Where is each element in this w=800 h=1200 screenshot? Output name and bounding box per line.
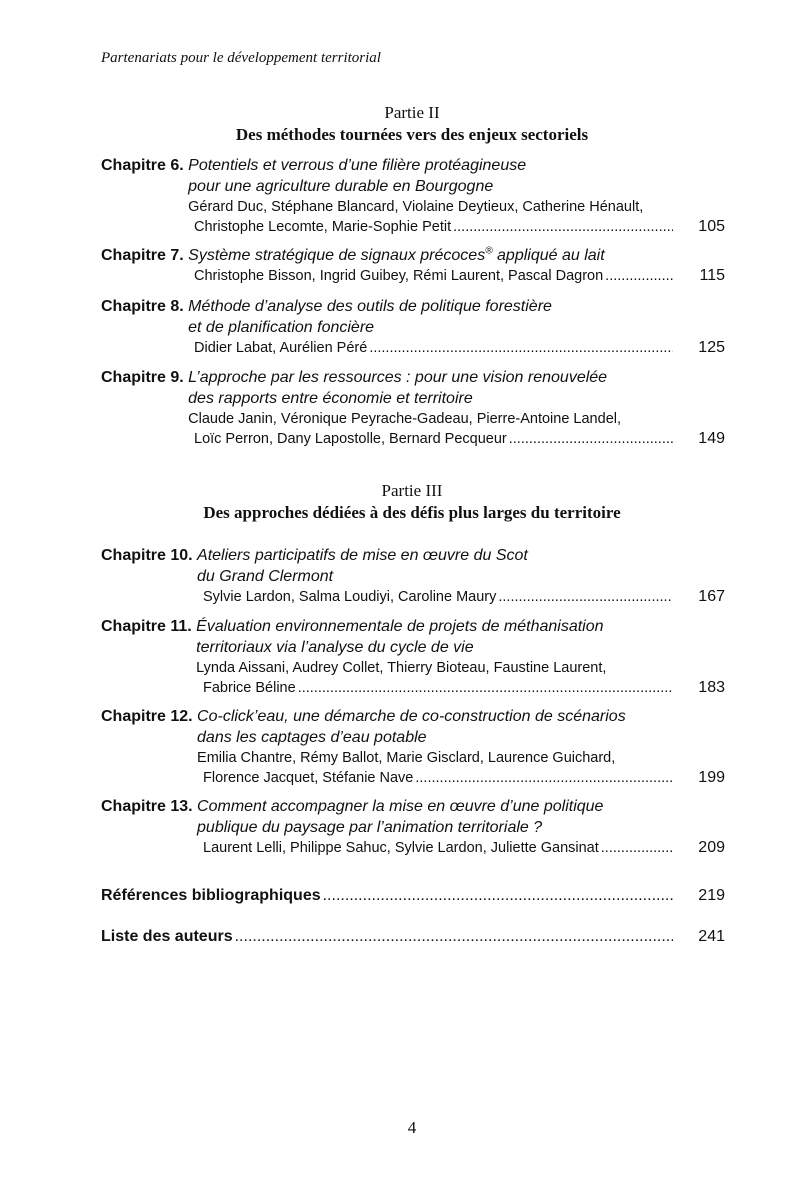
toc-entry-chapter-12[interactable] xyxy=(101,706,725,788)
chapter-title: Méthode d’analyse des outils de politique forestière xyxy=(188,298,552,315)
chapter-label: Chapitre 10. xyxy=(101,547,198,564)
leader-dots xyxy=(323,887,673,905)
part-title: Des approches dédiées à des défis plus larges du territoire xyxy=(203,503,621,522)
leader-dots xyxy=(605,266,673,286)
toc-entry-chapter-11[interactable] xyxy=(101,616,725,698)
chapter-authors-end: Christophe Lecomte, Marie-Sophie Petit xyxy=(194,219,452,235)
chapter-label: Chapitre 13. xyxy=(101,798,198,815)
chapter-title: Co-click’eau, une démarche de co-construction de scénarios xyxy=(197,708,626,725)
toc-entry-chapter-8[interactable] xyxy=(101,296,725,358)
registered-mark: ® xyxy=(485,245,493,257)
leader-dots xyxy=(453,217,673,237)
chapter-label: Chapitre 6. xyxy=(101,157,189,174)
page-number: 149 xyxy=(698,430,725,447)
part-3-heading xyxy=(0,481,800,523)
chapter-title-cont: et de planification foncière xyxy=(188,319,375,336)
leader-dots xyxy=(601,838,673,858)
chapter-title: Ateliers participatifs de mise en œuvre du Scot xyxy=(197,547,528,564)
part-label: Partie II xyxy=(384,103,440,122)
toc-entry-chapter-7[interactable] xyxy=(101,245,725,286)
part-label: Partie III xyxy=(381,481,443,500)
leader-dots xyxy=(298,678,673,698)
chapter-title: Évaluation environnementale de projets de méthanisation xyxy=(196,618,604,635)
leader-dots xyxy=(235,928,673,946)
page-number: 125 xyxy=(698,339,725,356)
chapter-title-cont: territoriaux via l’analyse du cycle de vie xyxy=(196,639,474,656)
toc-entry-chapter-10[interactable] xyxy=(101,545,725,607)
page-number: 183 xyxy=(698,679,725,696)
chapter-authors: Didier Labat, Aurélien Péré xyxy=(194,340,368,356)
leader-dots xyxy=(498,587,673,607)
toc-entry-references[interactable] xyxy=(101,887,725,905)
authors-list-label: Liste des auteurs xyxy=(101,928,233,945)
chapter-title: Potentiels et verrous d’une filière protéagineuse xyxy=(188,157,527,174)
page-number: 209 xyxy=(698,839,725,856)
chapter-title: Comment accompagner la mise en œuvre d’une politique xyxy=(197,798,604,815)
leader-dots xyxy=(415,768,673,788)
page-number: 115 xyxy=(699,267,725,284)
chapter-authors-end: Florence Jacquet, Stéfanie Nave xyxy=(203,770,414,786)
chapter-label: Chapitre 8. xyxy=(101,298,189,315)
chapter-title-cont: dans les captages d’eau potable xyxy=(197,729,427,746)
part-title: Des méthodes tournées vers des enjeux sectoriels xyxy=(235,125,589,144)
chapter-authors: Claude Janin, Véronique Peyrache-Gadeau, Pierre-Antoine Landel, xyxy=(188,411,622,427)
chapter-title: Système stratégique de signaux précoces® appliqué au lait xyxy=(188,245,605,264)
page-number: 241 xyxy=(698,928,725,945)
chapter-label: Chapitre 12. xyxy=(101,708,198,725)
chapter-authors-end: Loïc Perron, Dany Lapostolle, Bernard Pecqueur xyxy=(194,431,507,447)
running-head: Partenariats pour le développement territorial xyxy=(101,50,381,66)
chapter-title-cont: publique du paysage par l’animation territoriale ? xyxy=(197,819,543,836)
references-label: Références bibliographiques xyxy=(101,887,321,904)
page-number: 167 xyxy=(698,588,725,605)
chapter-title: L’approche par les ressources : pour une vision renouvelée xyxy=(188,369,608,386)
chapter-authors: Gérard Duc, Stéphane Blancard, Violaine Deytieux, Catherine Hénault, xyxy=(188,199,644,215)
chapter-label: Chapitre 9. xyxy=(101,369,189,386)
page-number: 219 xyxy=(698,887,725,904)
chapter-authors: Sylvie Lardon, Salma Loudiyi, Caroline Maury xyxy=(203,589,497,605)
page-number: 199 xyxy=(698,769,725,786)
chapter-authors: Laurent Lelli, Philippe Sahuc, Sylvie Lardon, Juliette Gansinat xyxy=(203,840,599,856)
toc-entry-authors-list[interactable] xyxy=(101,928,725,946)
leader-dots xyxy=(509,429,673,449)
leader-dots xyxy=(369,338,673,358)
toc-entry-chapter-13[interactable] xyxy=(101,796,725,858)
chapter-authors-end: Fabrice Béline xyxy=(203,680,296,696)
toc-entry-chapter-6[interactable] xyxy=(101,155,725,237)
page-folio: 4 xyxy=(407,1118,417,1137)
chapter-authors: Emilia Chantre, Rémy Ballot, Marie Gisclard, Laurence Guichard, xyxy=(197,750,616,766)
chapter-title-cont: des rapports entre économie et territoire xyxy=(188,390,473,407)
page-number: 105 xyxy=(698,218,725,235)
part-2-heading xyxy=(0,103,800,145)
chapter-label: Chapitre 7. xyxy=(101,247,189,264)
chapter-authors: Christophe Bisson, Ingrid Guibey, Rémi Laurent, Pascal Dagron xyxy=(194,268,604,284)
chapter-title-cont: du Grand Clermont xyxy=(197,568,334,585)
chapter-authors: Lynda Aissani, Audrey Collet, Thierry Bioteau, Faustine Laurent, xyxy=(196,660,607,676)
toc-entry-chapter-9[interactable] xyxy=(101,367,725,449)
chapter-title-cont: pour une agriculture durable en Bourgogne xyxy=(188,178,494,195)
chapter-label: Chapitre 11. xyxy=(101,618,197,635)
